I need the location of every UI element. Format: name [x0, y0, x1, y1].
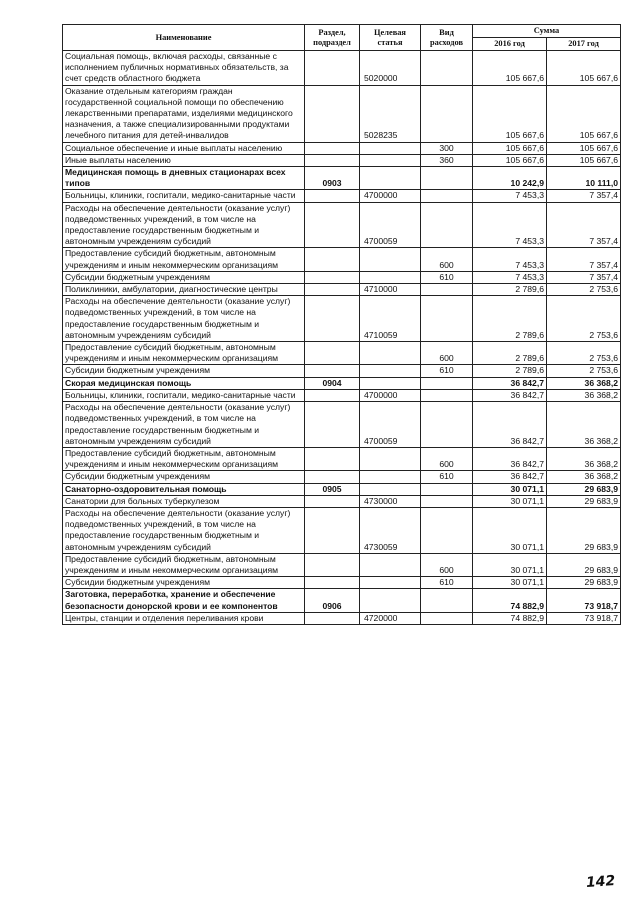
- cell-sum-2017: 29 683,9: [547, 577, 621, 589]
- header-year-2016: 2016 год: [473, 38, 547, 51]
- cell-sum-2016: 10 242,9: [473, 167, 547, 190]
- cell-expense-type: [421, 495, 473, 507]
- table-row: [63, 51, 621, 86]
- cell-sum-2017: 7 357,4: [547, 202, 621, 248]
- cell-name: Скорая медицинская помощь: [63, 377, 305, 389]
- cell-sum-2017: 36 368,2: [547, 447, 621, 470]
- cell-name: Оказание отдельным категориям граждан государственной социальной помощи по обеспечению лекарственными препаратами, изделиями медицинского назначения, а также специализированными продуктами лечебного питания для детей-инвалидов: [63, 85, 305, 142]
- cell-expense-type: 600: [421, 342, 473, 365]
- cell-sum-2016: 2 789,6: [473, 365, 547, 377]
- page-number: 142: [585, 872, 616, 892]
- cell-sum-2016: 105 667,6: [473, 142, 547, 154]
- cell-sum-2017: 73 918,7: [547, 612, 621, 624]
- cell-section: [305, 154, 360, 166]
- cell-expense-type: 610: [421, 471, 473, 483]
- cell-name: Расходы на обеспечение деятельности (оказание услуг) подведомственных учреждений, в том числе на предоставление государственным бюджетным и автономным учреждениям субсидий: [63, 507, 305, 553]
- cell-name: Центры, станции и отделения переливания крови: [63, 612, 305, 624]
- cell-name: Поликлиники, амбулатории, диагностические центры: [63, 284, 305, 296]
- cell-section: [305, 271, 360, 283]
- table-row: [63, 248, 621, 271]
- cell-sum-2016: 36 842,7: [473, 389, 547, 401]
- table-row: [63, 202, 621, 248]
- cell-article: [360, 167, 421, 190]
- cell-article: 4710059: [360, 296, 421, 342]
- cell-expense-type: 610: [421, 365, 473, 377]
- cell-name: Расходы на обеспечение деятельности (оказание услуг) подведомственных учреждений, в том числе на предоставление государственным бюджетным и автономным учреждениям субсидий: [63, 296, 305, 342]
- header-expense-type: Вид расходов: [421, 25, 473, 51]
- cell-expense-type: [421, 51, 473, 86]
- cell-sum-2017: 10 111,0: [547, 167, 621, 190]
- cell-sum-2017: 105 667,6: [547, 85, 621, 142]
- cell-section: [305, 190, 360, 202]
- table-row: [63, 483, 621, 495]
- table-row: [63, 85, 621, 142]
- cell-expense-type: [421, 202, 473, 248]
- cell-name: Санаторно-оздоровительная помощь: [63, 483, 305, 495]
- cell-expense-type: [421, 389, 473, 401]
- cell-section: [305, 447, 360, 470]
- cell-section: [305, 402, 360, 448]
- cell-sum-2016: 36 842,7: [473, 447, 547, 470]
- cell-article: 4710000: [360, 284, 421, 296]
- cell-section: [305, 577, 360, 589]
- cell-section: [305, 142, 360, 154]
- cell-sum-2017: 29 683,9: [547, 483, 621, 495]
- cell-section: [305, 612, 360, 624]
- cell-section: [305, 471, 360, 483]
- cell-expense-type: [421, 377, 473, 389]
- cell-expense-type: 600: [421, 447, 473, 470]
- cell-sum-2016: 7 453,3: [473, 248, 547, 271]
- cell-name: Социальное обеспечение и иные выплаты населению: [63, 142, 305, 154]
- cell-name: Субсидии бюджетным учреждениям: [63, 577, 305, 589]
- cell-name: Расходы на обеспечение деятельности (оказание услуг) подведомственных учреждений, в том числе на предоставление государственным бюджетным и автономным учреждениям субсидий: [63, 402, 305, 448]
- cell-expense-type: 600: [421, 248, 473, 271]
- table-row: [63, 271, 621, 283]
- cell-section: [305, 365, 360, 377]
- cell-expense-type: [421, 589, 473, 612]
- cell-article: [360, 471, 421, 483]
- cell-expense-type: [421, 507, 473, 553]
- cell-name: Предоставление субсидий бюджетным, автономным учреждениям и иным некоммерческим организациям: [63, 248, 305, 271]
- header-name: Наименование: [63, 25, 305, 51]
- table-row: [63, 577, 621, 589]
- cell-expense-type: 300: [421, 142, 473, 154]
- header-sum: Сумма: [473, 25, 621, 38]
- cell-sum-2017: 105 667,6: [547, 142, 621, 154]
- cell-expense-type: 600: [421, 553, 473, 576]
- cell-name: Предоставление субсидий бюджетным, автономным учреждениям и иным некоммерческим организациям: [63, 553, 305, 576]
- cell-article: [360, 271, 421, 283]
- cell-sum-2016: 7 453,3: [473, 271, 547, 283]
- cell-article: [360, 577, 421, 589]
- cell-section: [305, 342, 360, 365]
- cell-sum-2017: 36 368,2: [547, 471, 621, 483]
- cell-sum-2016: 36 842,7: [473, 402, 547, 448]
- cell-expense-type: 360: [421, 154, 473, 166]
- table-row: [63, 612, 621, 624]
- cell-expense-type: [421, 296, 473, 342]
- cell-section: [305, 284, 360, 296]
- cell-sum-2016: 7 453,3: [473, 190, 547, 202]
- cell-sum-2017: 7 357,4: [547, 271, 621, 283]
- cell-article: [360, 553, 421, 576]
- cell-article: 4730000: [360, 495, 421, 507]
- table-row: [63, 284, 621, 296]
- cell-sum-2016: 105 667,6: [473, 154, 547, 166]
- cell-name: Медицинская помощь в дневных стационарах всех типов: [63, 167, 305, 190]
- budget-table: [62, 24, 621, 625]
- cell-section: 0906: [305, 589, 360, 612]
- cell-section: [305, 507, 360, 553]
- cell-sum-2016: 74 882,9: [473, 589, 547, 612]
- table-row: [63, 142, 621, 154]
- table-row: [63, 589, 621, 612]
- table-row: [63, 495, 621, 507]
- cell-section: [305, 495, 360, 507]
- cell-article: 4730059: [360, 507, 421, 553]
- cell-sum-2016: 30 071,1: [473, 507, 547, 553]
- cell-article: 5020000: [360, 51, 421, 86]
- cell-sum-2017: 2 753,6: [547, 284, 621, 296]
- cell-sum-2016: 7 453,3: [473, 202, 547, 248]
- cell-sum-2017: 105 667,6: [547, 154, 621, 166]
- cell-section: [305, 202, 360, 248]
- cell-name: Больницы, клиники, госпитали, медико-санитарные части: [63, 190, 305, 202]
- cell-section: [305, 296, 360, 342]
- cell-expense-type: [421, 612, 473, 624]
- table-row: [63, 365, 621, 377]
- cell-sum-2017: 2 753,6: [547, 342, 621, 365]
- cell-name: Социальная помощь, включая расходы, связанные с исполнением публичных нормативных обязательств, за счет средств областного бюджета: [63, 51, 305, 86]
- cell-sum-2016: 30 071,1: [473, 495, 547, 507]
- cell-article: [360, 365, 421, 377]
- table-row: [63, 190, 621, 202]
- table-row: [63, 296, 621, 342]
- cell-sum-2016: 105 667,6: [473, 85, 547, 142]
- cell-name: Санатории для больных туберкулезом: [63, 495, 305, 507]
- cell-sum-2016: 30 071,1: [473, 577, 547, 589]
- cell-expense-type: [421, 402, 473, 448]
- cell-sum-2017: 7 357,4: [547, 190, 621, 202]
- cell-sum-2017: 36 368,2: [547, 389, 621, 401]
- cell-article: [360, 248, 421, 271]
- cell-sum-2016: 2 789,6: [473, 296, 547, 342]
- cell-sum-2017: 2 753,6: [547, 296, 621, 342]
- cell-expense-type: [421, 284, 473, 296]
- cell-article: [360, 154, 421, 166]
- cell-sum-2016: 30 071,1: [473, 483, 547, 495]
- table-row: [63, 342, 621, 365]
- cell-expense-type: [421, 483, 473, 495]
- cell-section: [305, 51, 360, 86]
- cell-sum-2017: 105 667,6: [547, 51, 621, 86]
- cell-name: Заготовка, переработка, хранение и обеспечение безопасности донорской крови и ее компонентов: [63, 589, 305, 612]
- cell-sum-2016: 105 667,6: [473, 51, 547, 86]
- cell-article: [360, 589, 421, 612]
- table-row: [63, 447, 621, 470]
- cell-sum-2016: 30 071,1: [473, 553, 547, 576]
- cell-section: [305, 553, 360, 576]
- header-year-2017: 2017 год: [547, 38, 621, 51]
- cell-article: 4720000: [360, 612, 421, 624]
- cell-section: 0904: [305, 377, 360, 389]
- cell-article: 5028235: [360, 85, 421, 142]
- cell-expense-type: 610: [421, 577, 473, 589]
- cell-name: Расходы на обеспечение деятельности (оказание услуг) подведомственных учреждений, в том числе на предоставление государственным бюджетным и автономным учреждениям субсидий: [63, 202, 305, 248]
- cell-name: Иные выплаты населению: [63, 154, 305, 166]
- cell-expense-type: 610: [421, 271, 473, 283]
- cell-sum-2017: 36 368,2: [547, 377, 621, 389]
- cell-article: 4700000: [360, 389, 421, 401]
- cell-name: Предоставление субсидий бюджетным, автономным учреждениям и иным некоммерческим организациям: [63, 342, 305, 365]
- cell-article: [360, 377, 421, 389]
- table-row: [63, 471, 621, 483]
- cell-sum-2016: 2 789,6: [473, 284, 547, 296]
- cell-sum-2016: 36 842,7: [473, 471, 547, 483]
- cell-article: 4700059: [360, 202, 421, 248]
- cell-sum-2017: 29 683,9: [547, 507, 621, 553]
- cell-article: 4700000: [360, 190, 421, 202]
- cell-section: 0905: [305, 483, 360, 495]
- header-article: Целевая статья: [360, 25, 421, 51]
- cell-article: [360, 483, 421, 495]
- cell-name: Субсидии бюджетным учреждениям: [63, 471, 305, 483]
- cell-expense-type: [421, 85, 473, 142]
- cell-name: Больницы, клиники, госпитали, медико-санитарные части: [63, 389, 305, 401]
- cell-section: 0903: [305, 167, 360, 190]
- table-row: [63, 553, 621, 576]
- cell-name: Субсидии бюджетным учреждениям: [63, 271, 305, 283]
- cell-section: [305, 85, 360, 142]
- cell-sum-2017: 36 368,2: [547, 402, 621, 448]
- table-body: [63, 51, 621, 625]
- cell-sum-2016: 74 882,9: [473, 612, 547, 624]
- cell-article: [360, 447, 421, 470]
- table-row: [63, 389, 621, 401]
- cell-name: Субсидии бюджетным учреждениям: [63, 365, 305, 377]
- table-row: [63, 507, 621, 553]
- cell-expense-type: [421, 167, 473, 190]
- budget-document: [62, 24, 620, 625]
- cell-section: [305, 248, 360, 271]
- table-row: [63, 402, 621, 448]
- cell-sum-2017: 73 918,7: [547, 589, 621, 612]
- table-row: [63, 167, 621, 190]
- cell-section: [305, 389, 360, 401]
- cell-sum-2017: 2 753,6: [547, 365, 621, 377]
- cell-sum-2017: 29 683,9: [547, 553, 621, 576]
- cell-sum-2016: 36 842,7: [473, 377, 547, 389]
- cell-article: [360, 142, 421, 154]
- table-row: [63, 154, 621, 166]
- cell-article: [360, 342, 421, 365]
- cell-sum-2016: 2 789,6: [473, 342, 547, 365]
- cell-article: 4700059: [360, 402, 421, 448]
- cell-sum-2017: 7 357,4: [547, 248, 621, 271]
- cell-name: Предоставление субсидий бюджетным, автономным учреждениям и иным некоммерческим организациям: [63, 447, 305, 470]
- cell-sum-2017: 29 683,9: [547, 495, 621, 507]
- table-row: [63, 377, 621, 389]
- cell-expense-type: [421, 190, 473, 202]
- header-section: Раздел, подраздел: [305, 25, 360, 51]
